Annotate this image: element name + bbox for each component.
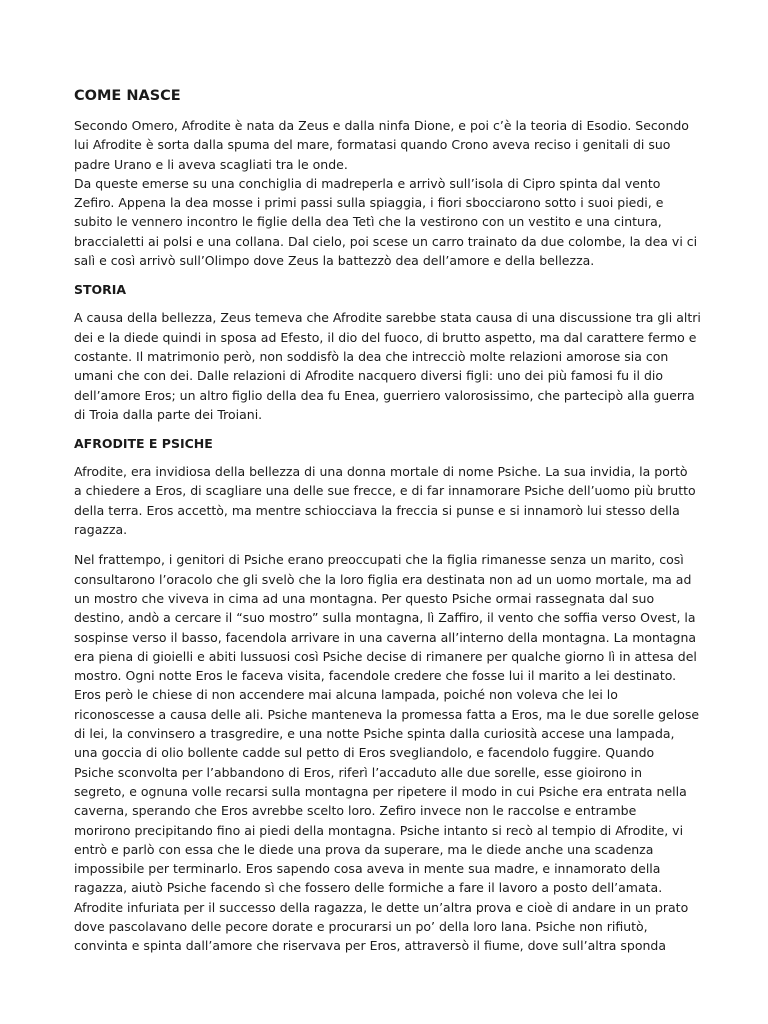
text-line: dell’amore Eros; un altro figlio della dea fu Enea, guerriero valorosissimo, che partecipò alla guerra xyxy=(74,387,695,403)
text-line: Da queste emerse su una conchiglia di madreperla e arrivò sull’isola di Cipro spinta dal vento xyxy=(74,175,661,191)
text-line: consultarono l’oracolo che gli svelò che la loro figlia era destinata non ad un uomo mortale, ma ad xyxy=(74,571,692,587)
heading-afrodite-e-psiche: AFRODITE E PSICHE xyxy=(74,436,213,452)
text-line: sospinse verso il basso, facendola arrivare in una caverna all’interno della montagna. La montagna xyxy=(74,629,697,645)
text-line: dove pascolavano delle pecore dorate e procurarsi un po’ della loro lana. Psiche non rifiutò, xyxy=(74,918,648,934)
text-line: segreto, e ognuna volle recarsi sulla montagna per ripetere il modo in cui Psiche era entrata nella xyxy=(74,783,687,799)
text-line: di lei, la convinsero a trasgredire, e una notte Psiche spinta dalla curiosità accese una lampada, xyxy=(74,726,675,742)
text-line: ragazza, aiutò Psiche facendo sì che fossero delle formiche a fare il lavoro a posto dell’amata. xyxy=(74,880,663,896)
text-line: A causa della bellezza, Zeus temeva che Afrodite sarebbe stata causa di una discussione tra gli altri xyxy=(74,310,701,326)
text-line: della terra. Eros accettò, ma mentre schiocciava la freccia si punse e si innamorò lui stesso della xyxy=(74,502,680,518)
text-line: convinta e spinta dall’amore che riservava per Eros, attraversò il fiume, dove sull’altra sponda xyxy=(74,938,667,954)
text-line: mostro. Ogni notte Eros le faceva visita, facendole credere che fosse lui il marito a lei destinato. xyxy=(74,668,677,684)
text-line: destino, andò a cercare il “suo mostro” sulla montagna, lì Zaffiro, il vento che soffia verso Ovest, la xyxy=(74,610,696,626)
heading-storia: STORIA xyxy=(74,282,127,298)
text-line: Afrodite, era invidiosa della bellezza di una donna mortale di nome Psiche. La sua invidia, la portò xyxy=(74,464,688,480)
document-body xyxy=(74,86,701,967)
paragraph-afrodite-invidia xyxy=(74,462,696,539)
paragraph-come-nasce xyxy=(74,116,696,270)
text-line: umani che con dei. Dalle relazioni di Afrodite nacquero diversi figli: uno dei più famosi fu il dio xyxy=(74,368,664,384)
text-line: braccialetti ai polsi e una collana. Dal cielo, poi scese un carro trainato da due colombe, la dea vi ci xyxy=(74,233,698,249)
text-line: riconoscesse a causa delle ali. Psiche manteneva la promessa fatta a Eros, ma le due sorelle gelose xyxy=(74,706,700,722)
text-line: Secondo Omero, Afrodite è nata da Zeus e dalla ninfa Dione, e poi c’è la teoria di Esodio. Secondo xyxy=(74,118,689,133)
text-line: entrò e parlò con essa che le diede una prova da superare, ma le diede anche una scadenza xyxy=(74,841,654,857)
text-line: a chiedere a Eros, di scagliare una delle sue frecce, e di far innamorare Psiche dell’uomo più brutto xyxy=(74,483,696,499)
paragraph-psiche-storia xyxy=(74,550,700,955)
text-line: Psiche sconvolta per l’abbandono di Eros, riferì l’accaduto alle due sorelle, esse gioirono in xyxy=(74,764,643,780)
text-line: caverna, sperando che Eros avrebbe scelto loro. Zefiro invece non le raccolse e entrambe xyxy=(74,803,637,819)
text-line: impossibile per terminarlo. Eros sapendo cosa aveva in mente sua madre, e innamorato della xyxy=(74,861,661,877)
text-line: di Troia dalla parte dei Troiani. xyxy=(74,406,263,422)
text-line: lui Afrodite è sorta dalla spuma del mare, formatasi quando Crono aveva reciso i genitali di suo xyxy=(74,137,671,153)
text-line: ragazza. xyxy=(74,522,128,538)
text-line: un mostro che viveva in cima ad una montagna. Per questo Psiche ormai rassegnata dal suo xyxy=(74,590,655,606)
text-line: Zefiro. Appena la dea mosse i primi passi sulla spiaggia, i fiori sbocciarono sotto i suoi piedi, e xyxy=(74,195,664,211)
text-line: dei e la diede quindi in sposa ad Efesto, il dio del fuoco, di brutto aspetto, ma dal carattere fermo e xyxy=(74,329,697,345)
text-line: morirono precipitando fino ai piedi della montagna. Psiche intanto si recò al tempio di Afrodite, vi xyxy=(74,822,684,838)
paragraph-storia xyxy=(74,308,701,424)
text-line: era piena di gioielli e abiti lussuosi così Psiche decise di rimanere per qualche giorno lì in attesa del xyxy=(74,648,697,664)
text-line: Eros però le chiese di non accendere mai alcuna lampada, poiché non voleva che lei lo xyxy=(74,687,618,703)
text-line: Nel frattempo, i genitori di Psiche erano preoccupati che la figlia rimanesse senza un marito, così xyxy=(74,552,684,568)
heading-come-nasce: COME NASCE xyxy=(74,88,181,104)
text-line: una goccia di olio bollente cadde sul petto di Eros svegliandolo, e facendolo fuggire. Quando xyxy=(74,745,655,761)
text-line: salì e così arrivò sull’Olimpo dove Zeus la battezzò dea dell’amore e della bellezza. xyxy=(74,253,595,269)
text-line: padre Urano e li aveva scagliati tra le onde. xyxy=(74,156,348,172)
text-line: Afrodite infuriata per il successo della ragazza, le dette un’altra prova e cioè di andare in un prato xyxy=(74,899,689,915)
text-line: subito le vennero incontro le figlie della dea Tetì che la vestirono con un vestito e una cintura, xyxy=(74,214,662,230)
text-line: costante. Il matrimonio però, non soddisfò la dea che intrecciò molte relazioni amorose sia con xyxy=(74,348,669,364)
